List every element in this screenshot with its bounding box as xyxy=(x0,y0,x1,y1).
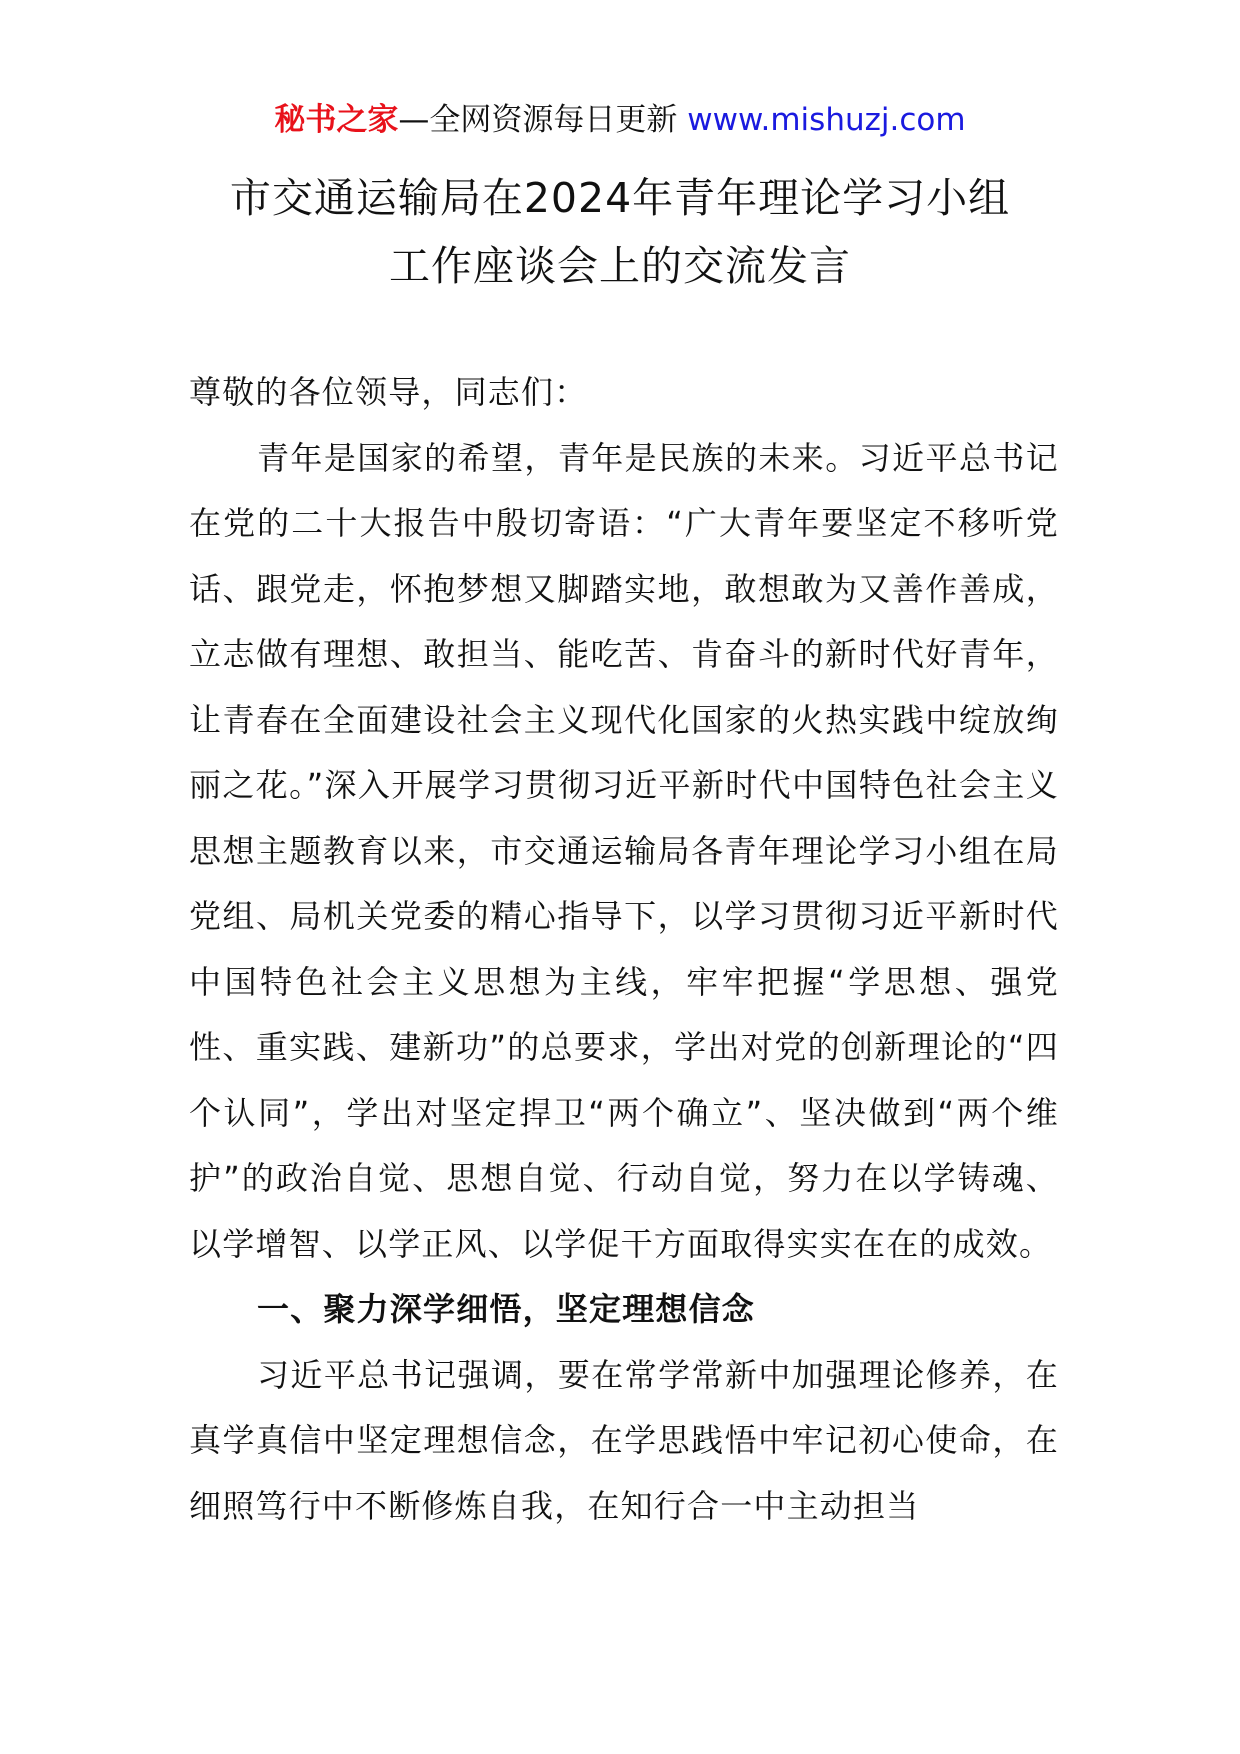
document-title-line-1: 市交通运输局在2024年青年理论学习小组 xyxy=(229,174,1011,222)
document-title xyxy=(0,164,1240,300)
section-heading-1: 一、聚力深学细悟，坚定理想信念 xyxy=(257,1290,756,1328)
site-brand-name: 秘书之家 xyxy=(274,102,399,138)
site-url-link[interactable]: www.mishuzj.com xyxy=(687,102,966,138)
document-body xyxy=(189,360,1059,1539)
site-banner xyxy=(0,100,1240,140)
salutation: 尊敬的各位领导，同志们： xyxy=(189,373,588,411)
body-paragraph-2: 习近平总书记强调，要在常学常新中加强理论修养，在真学真信中坚定理想信念，在学思践悟中牢记初心使命，在细照笃行中不断修炼自我，在知行合一中主动担当 xyxy=(189,1355,1059,1525)
site-slogan: —全网资源每日更新 xyxy=(398,102,688,138)
document-title-line-2: 工作座谈会上的交流发言 xyxy=(389,242,851,290)
body-paragraph-1: 青年是国家的希望，青年是民族的未来。习近平总书记在党的二十大报告中殷切寄语：“广大青年要坚定不移听党话、跟党走，怀抱梦想又脚踏实地，敢想敢为又善作善成，立志做有理想、敢担当、能吃苦、肯奋斗的新时代好青年，让青春在全面建设社会主义现代化国家的火热实践中绽放绚丽之花。”深入开展学习贯彻习近平新时代中国特色社会主义思想主题教育以来，市交通运输局各青年理论学习小组在局党组、局机关党委的精心指导下，以学习贯彻习近平新时代中国特色社会主义思想为主线，牢牢把握“学思想、强党性、重实践、建新功”的总要求，学出对党的创新理论的“四个认同”，学出对坚定捍卫“两个确立”、坚决做到“两个维护”的政治自觉、思想自觉、行动自觉，努力在以学铸魂、以学增智、以学正风、以学促干方面取得实实在在的成效。 xyxy=(189,438,1059,1263)
